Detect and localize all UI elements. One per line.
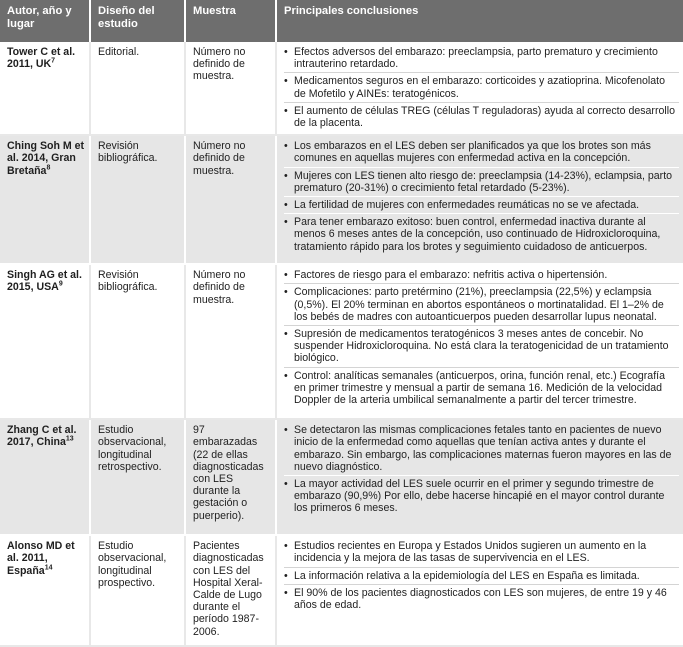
conclusion-item: • Estudios recientes en Europa y Estados Unidos sugieren un aumento en la incidencia y la mejora de las tasas de supervivencia en el LES. [284,540,679,567]
sample-cell: Número no definido de muestra. [185,135,276,264]
reference-number: 13 [65,435,74,443]
header-row [0,0,683,42]
header-conclusions: Principales conclusiones [276,0,683,42]
sample-cell: Número no definido de muestra. [185,264,276,419]
conclusions-list [284,269,679,408]
author-cell [0,264,90,419]
table-row [0,264,683,419]
header-sample: Muestra [185,0,276,42]
table-row [0,535,683,646]
author-text: Tower C et al. 2011, UK [7,46,76,71]
reference-number: 9 [58,280,63,288]
design-cell: Editorial. [90,42,185,135]
sample-cell: Pacientes diagnosticadas con LES del Hospital Xeral-Calde de Lugo durante el período 1987-2006. [185,535,276,646]
design-cell: Revisión bibliográfica. [90,264,185,419]
author-text: Zhang C et al. 2017, China [7,424,77,449]
reference-number: 8 [46,164,51,172]
conclusion-item: • Se detectaron las mismas complicaciones fetales tanto en pacientes de nuevo inicio de la enfermedad como aquellas que tenían activa antes y durante el embarazo. Sin embargo, las complicaciones maternas fueron mayores en las de nuevo diagnóstico. [284,424,679,476]
author-cell [0,535,90,646]
sample-cell: Número no definido de muestra. [185,42,276,135]
sample-cell: 97 embarazadas (22 de ellas diagnosticadas con LES durante la gestación o puerperio). [185,419,276,535]
author-text: Ching Soh M et al. 2014, Gran Bretaña [7,140,85,177]
conclusions-cell [276,42,683,135]
author-text: Alonso MD et al. 2011, España [7,540,75,577]
header-design: Diseño del estudio [90,0,185,42]
conclusion-item: • Medicamentos seguros en el embarazo: corticoides y azatioprina. Micofenolato de Mofetilo y AINEs: teratogénicos. [284,75,679,102]
conclusion-item: • La información relativa a la epidemiología del LES en España es limitada. [284,570,679,585]
author-text: Singh AG et al. 2015, USA [7,269,82,294]
conclusions-list [284,140,679,255]
table-row [0,135,683,264]
conclusion-item: • Los embarazos en el LES deben ser planificados ya que los brotes son más comunes en aquellas mujeres con enfermedad activa en la concepción. [284,140,679,167]
author-cell [0,135,90,264]
conclusions-list [284,46,679,131]
header-author: Autor, año y lugar [0,0,90,42]
conclusions-cell [276,419,683,535]
conclusions-cell [276,535,683,646]
conclusion-item: • El 90% de los pacientes diagnosticados con LES son mujeres, de entre 19 y 46 años de edad. [284,587,679,613]
author-cell [0,419,90,535]
conclusions-list [284,540,679,613]
conclusion-item: • Supresión de medicamentos teratogénicos 3 meses antes de concebir. No suspender Hidroxicloroquina. No está clara la teratogenicidad de un tratamiento biológico. [284,328,679,368]
reference-number: 14 [44,564,53,572]
conclusion-item: • Efectos adversos del embarazo: preeclampsia, parto prematuro y crecimiento intrauterino retardado. [284,46,679,73]
table-row [0,42,683,135]
design-cell: Revisión bibliográfica. [90,135,185,264]
design-cell: Estudio observacional, longitudinal prospectivo. [90,535,185,646]
conclusion-item: • Complicaciones: parto pretérmino (21%), preeclampsia (22,5%) y eclampsia (0,5%). El 20% terminan en abortos espontáneos o mortinatalidad. El 1–2% de los bebés de madres con autoanticuerpos pueden desarrollar lupus neonatal. [284,286,679,326]
conclusion-item: • El aumento de células TREG (células T reguladoras) ayuda al correcto desarrollo de la placenta. [284,105,679,131]
conclusions-cell [276,264,683,419]
conclusions-cell [276,135,683,264]
conclusions-list [284,424,679,516]
conclusion-item: • Factores de riesgo para el embarazo: nefritis activa o hipertensión. [284,269,679,284]
design-cell: Estudio observacional, longitudinal retrospectivo. [90,419,185,535]
author-cell [0,42,90,135]
conclusion-item: • Mujeres con LES tienen alto riesgo de: preeclampsia (14-23%), eclampsia, parto prematuro (20-31%) o crecimiento fetal retardado (5-23%). [284,170,679,197]
conclusion-item: • Para tener embarazo exitoso: buen control, enfermedad inactiva durante al menos 6 meses antes de la concepción, uso continuado de Hidroxicloroquina, tratamiento rápido para los brotes y seguimiento cuidadoso de anticuerpos. [284,216,679,255]
table-row [0,419,683,535]
table-body [0,42,683,646]
table-header [0,0,683,42]
conclusion-item: • La fertilidad de mujeres con enfermedades reumáticas no se ve afectada. [284,199,679,214]
conclusion-item: • La mayor actividad del LES suele ocurrir en el primer y segundo trimestre de embarazo (90,9%) Por ello, debe hacerse hincapié en el mayor control durante los primeros 6 meses. [284,478,679,517]
reference-number: 7 [51,57,56,65]
conclusion-item: • Control: analíticas semanales (anticuerpos, orina, función renal, etc.) Ecografía en primer trimestre y mensual a partir de semana 16. Medición de la velocidad Doppler de la arteria umbilical semanalmente a partir del tercer trimestre. [284,370,679,409]
